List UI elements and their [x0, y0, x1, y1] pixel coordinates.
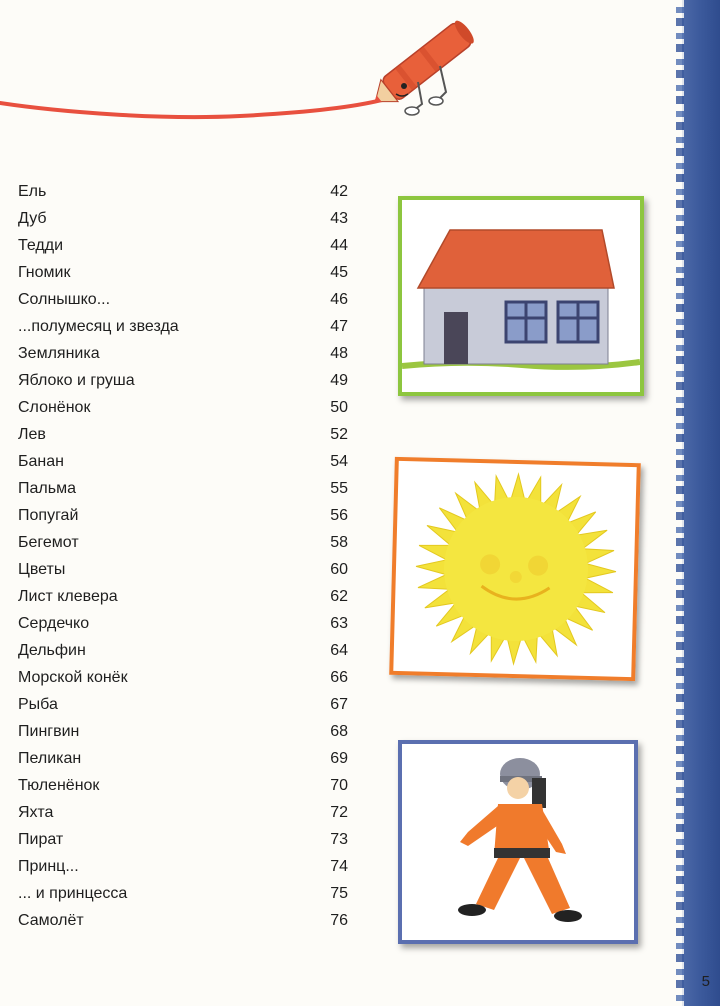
- toc-entry[interactable]: [18, 745, 348, 772]
- toc-entry[interactable]: [18, 556, 348, 583]
- firefighter-icon: [402, 744, 634, 940]
- toc-entry-page: 49: [330, 372, 348, 389]
- toc-entry[interactable]: [18, 259, 348, 286]
- toc-entry[interactable]: [18, 691, 348, 718]
- toc-entry-title: Пингвин: [18, 723, 80, 740]
- toc-entry[interactable]: [18, 340, 348, 367]
- toc-entry-page: 60: [330, 561, 348, 578]
- toc-entry[interactable]: [18, 313, 348, 340]
- toc-entry[interactable]: [18, 286, 348, 313]
- toc-entry-title: Бегемот: [18, 534, 79, 551]
- house-illustration: [398, 196, 644, 396]
- toc-entry-title: Дельфин: [18, 642, 86, 659]
- toc-entry[interactable]: [18, 394, 348, 421]
- toc-entry-title: ... и принцесса: [18, 885, 128, 902]
- toc-entry-page: 46: [330, 291, 348, 308]
- toc-entry-title: Земляника: [18, 345, 100, 362]
- toc-entry-page: 54: [330, 453, 348, 470]
- toc-entry-page: 76: [330, 912, 348, 929]
- toc-entry[interactable]: [18, 529, 348, 556]
- toc-entry-title: Ель: [18, 183, 47, 200]
- toc-entry-page: 68: [330, 723, 348, 740]
- toc-entry-title: Пират: [18, 831, 64, 848]
- toc-entry-page: 74: [330, 858, 348, 875]
- toc-entry-page: 67: [330, 696, 348, 713]
- toc-entry-title: Яхта: [18, 804, 54, 821]
- toc-entry[interactable]: [18, 718, 348, 745]
- toc-entry-title: Пальма: [18, 480, 76, 497]
- toc-entry-title: Сердечко: [18, 615, 90, 632]
- toc-entry[interactable]: [18, 178, 348, 205]
- toc-entry[interactable]: [18, 205, 348, 232]
- pencil-line-decoration: [0, 0, 520, 160]
- firefighter-illustration: [398, 740, 638, 944]
- toc-entry-title: Яблоко и груша: [18, 372, 135, 389]
- toc-entry-page: 44: [330, 237, 348, 254]
- toc-entry-title: Дуб: [18, 210, 47, 227]
- toc-entry[interactable]: [18, 637, 348, 664]
- toc-entry[interactable]: [18, 583, 348, 610]
- toc-entry-title: Слонёнок: [18, 399, 91, 416]
- blue-page-edge: [682, 0, 720, 1006]
- toc-entry[interactable]: [18, 826, 348, 853]
- toc-entry-page: 48: [330, 345, 348, 362]
- toc-entry[interactable]: [18, 367, 348, 394]
- toc-entry-page: 73: [330, 831, 348, 848]
- toc-entry-title: ...полумесяц и звезда: [18, 318, 179, 335]
- toc-entry-page: 50: [330, 399, 348, 416]
- toc-entry-title: Тедди: [18, 237, 64, 254]
- toc-entry-page: 55: [330, 480, 348, 497]
- sun-illustration: [389, 457, 641, 681]
- toc-entry-title: Принц...: [18, 858, 79, 875]
- toc-entry-page: 72: [330, 804, 348, 821]
- toc-entry[interactable]: [18, 907, 348, 934]
- page-number: 5: [701, 973, 710, 990]
- toc-entry[interactable]: [18, 664, 348, 691]
- toc-entry-title: Рыба: [18, 696, 58, 713]
- toc-entry-title: Самолёт: [18, 912, 84, 929]
- toc-entry-title: Морской конёк: [18, 669, 128, 686]
- toc-entry[interactable]: [18, 232, 348, 259]
- toc-entry[interactable]: [18, 421, 348, 448]
- toc-entry-title: Солнышко...: [18, 291, 111, 308]
- toc-entry[interactable]: [18, 853, 348, 880]
- toc-entry-title: Цветы: [18, 561, 66, 578]
- toc-entry-page: 62: [330, 588, 348, 605]
- toc-entry-title: Лист клевера: [18, 588, 118, 605]
- table-of-contents: [18, 178, 348, 934]
- toc-entry[interactable]: [18, 799, 348, 826]
- toc-entry-page: 70: [330, 777, 348, 794]
- toc-entry-title: Лев: [18, 426, 46, 443]
- house-icon: [402, 200, 640, 392]
- toc-entry-title: Попугай: [18, 507, 79, 524]
- toc-entry-page: 63: [330, 615, 348, 632]
- toc-entry-page: 42: [330, 183, 348, 200]
- toc-entry[interactable]: [18, 502, 348, 529]
- toc-entry-title: Пеликан: [18, 750, 82, 767]
- toc-entry-page: 43: [330, 210, 348, 227]
- toc-entry-title: Гномик: [18, 264, 71, 281]
- toc-entry-page: 66: [330, 669, 348, 686]
- toc-entry-page: 58: [330, 534, 348, 551]
- toc-entry-title: Банан: [18, 453, 64, 470]
- toc-entry-page: 47: [330, 318, 348, 335]
- toc-entry[interactable]: [18, 448, 348, 475]
- toc-entry[interactable]: [18, 880, 348, 907]
- toc-entry[interactable]: [18, 475, 348, 502]
- toc-entry-page: 69: [330, 750, 348, 767]
- sun-icon: [393, 461, 636, 677]
- toc-entry-page: 45: [330, 264, 348, 281]
- toc-entry-page: 64: [330, 642, 348, 659]
- toc-entry[interactable]: [18, 772, 348, 799]
- toc-entry-title: Тюленёнок: [18, 777, 100, 794]
- toc-entry[interactable]: [18, 610, 348, 637]
- toc-entry-page: 56: [330, 507, 348, 524]
- toc-entry-page: 75: [330, 885, 348, 902]
- toc-entry-page: 52: [330, 426, 348, 443]
